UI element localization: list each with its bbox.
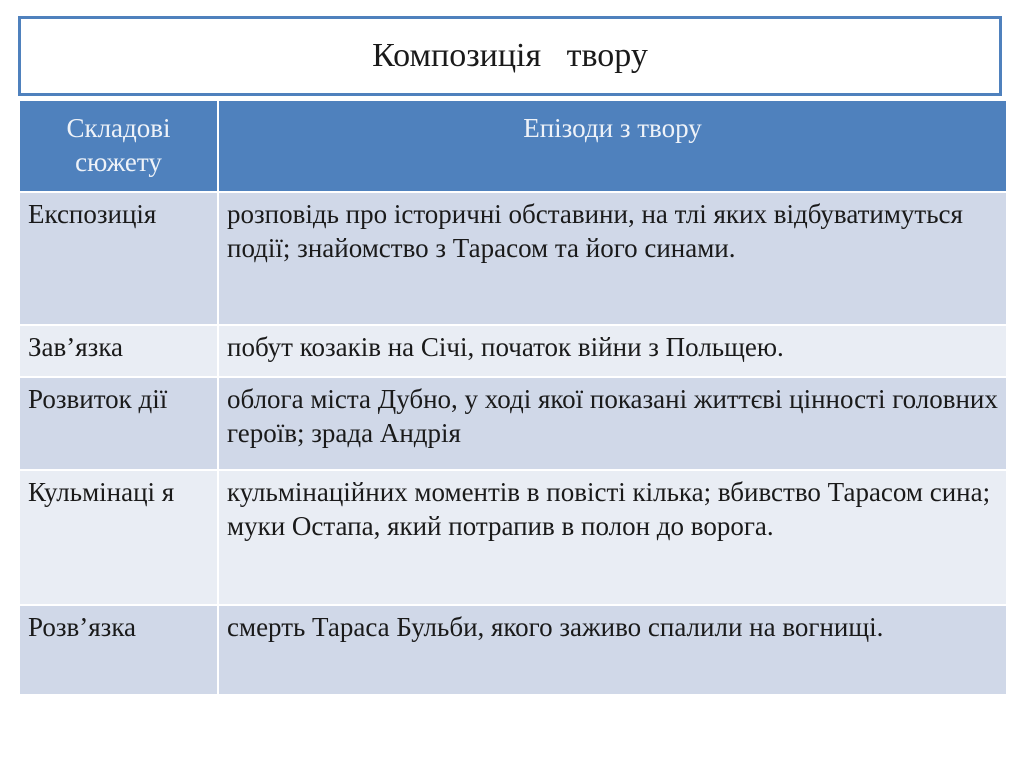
cell-episodes: смерть Тараса Бульби, якого заживо спалили на вогнищі. [218,605,1007,695]
cell-part: Зав’язка [19,325,218,377]
cell-part: Розвиток дії [19,377,218,470]
table-row-exposition [19,192,1007,325]
table-header-row [19,100,1007,192]
table-row-development [19,377,1007,470]
cell-part: Експозиція [19,192,218,325]
header-episodes: Епізоди з твору [218,100,1007,192]
cell-episodes: облога міста Дубно, у ході якої показані життєві цінності головних героїв; зрада Андрія [218,377,1007,470]
composition-table [18,99,1008,696]
cell-part: Кульмінаці я [19,470,218,605]
header-part: Складові сюжету [19,100,218,192]
table-row-climax [19,470,1007,605]
cell-episodes: побут козаків на Січі, початок війни з Польщею. [218,325,1007,377]
cell-episodes: кульмінаційних моментів в повісті кілька; вбивство Тарасом сина; муки Остапа, який потрапив в полон до ворога. [218,470,1007,605]
table-row-rising-start [19,325,1007,377]
title-box [18,16,1002,96]
cell-episodes: розповідь про історичні обставини, на тлі яких відбуватимуться події; знайомство з Тарасом та його синами. [218,192,1007,325]
cell-part: Розв’язка [19,605,218,695]
slide-title: Композиція твору [372,37,648,74]
table-row-resolution [19,605,1007,695]
